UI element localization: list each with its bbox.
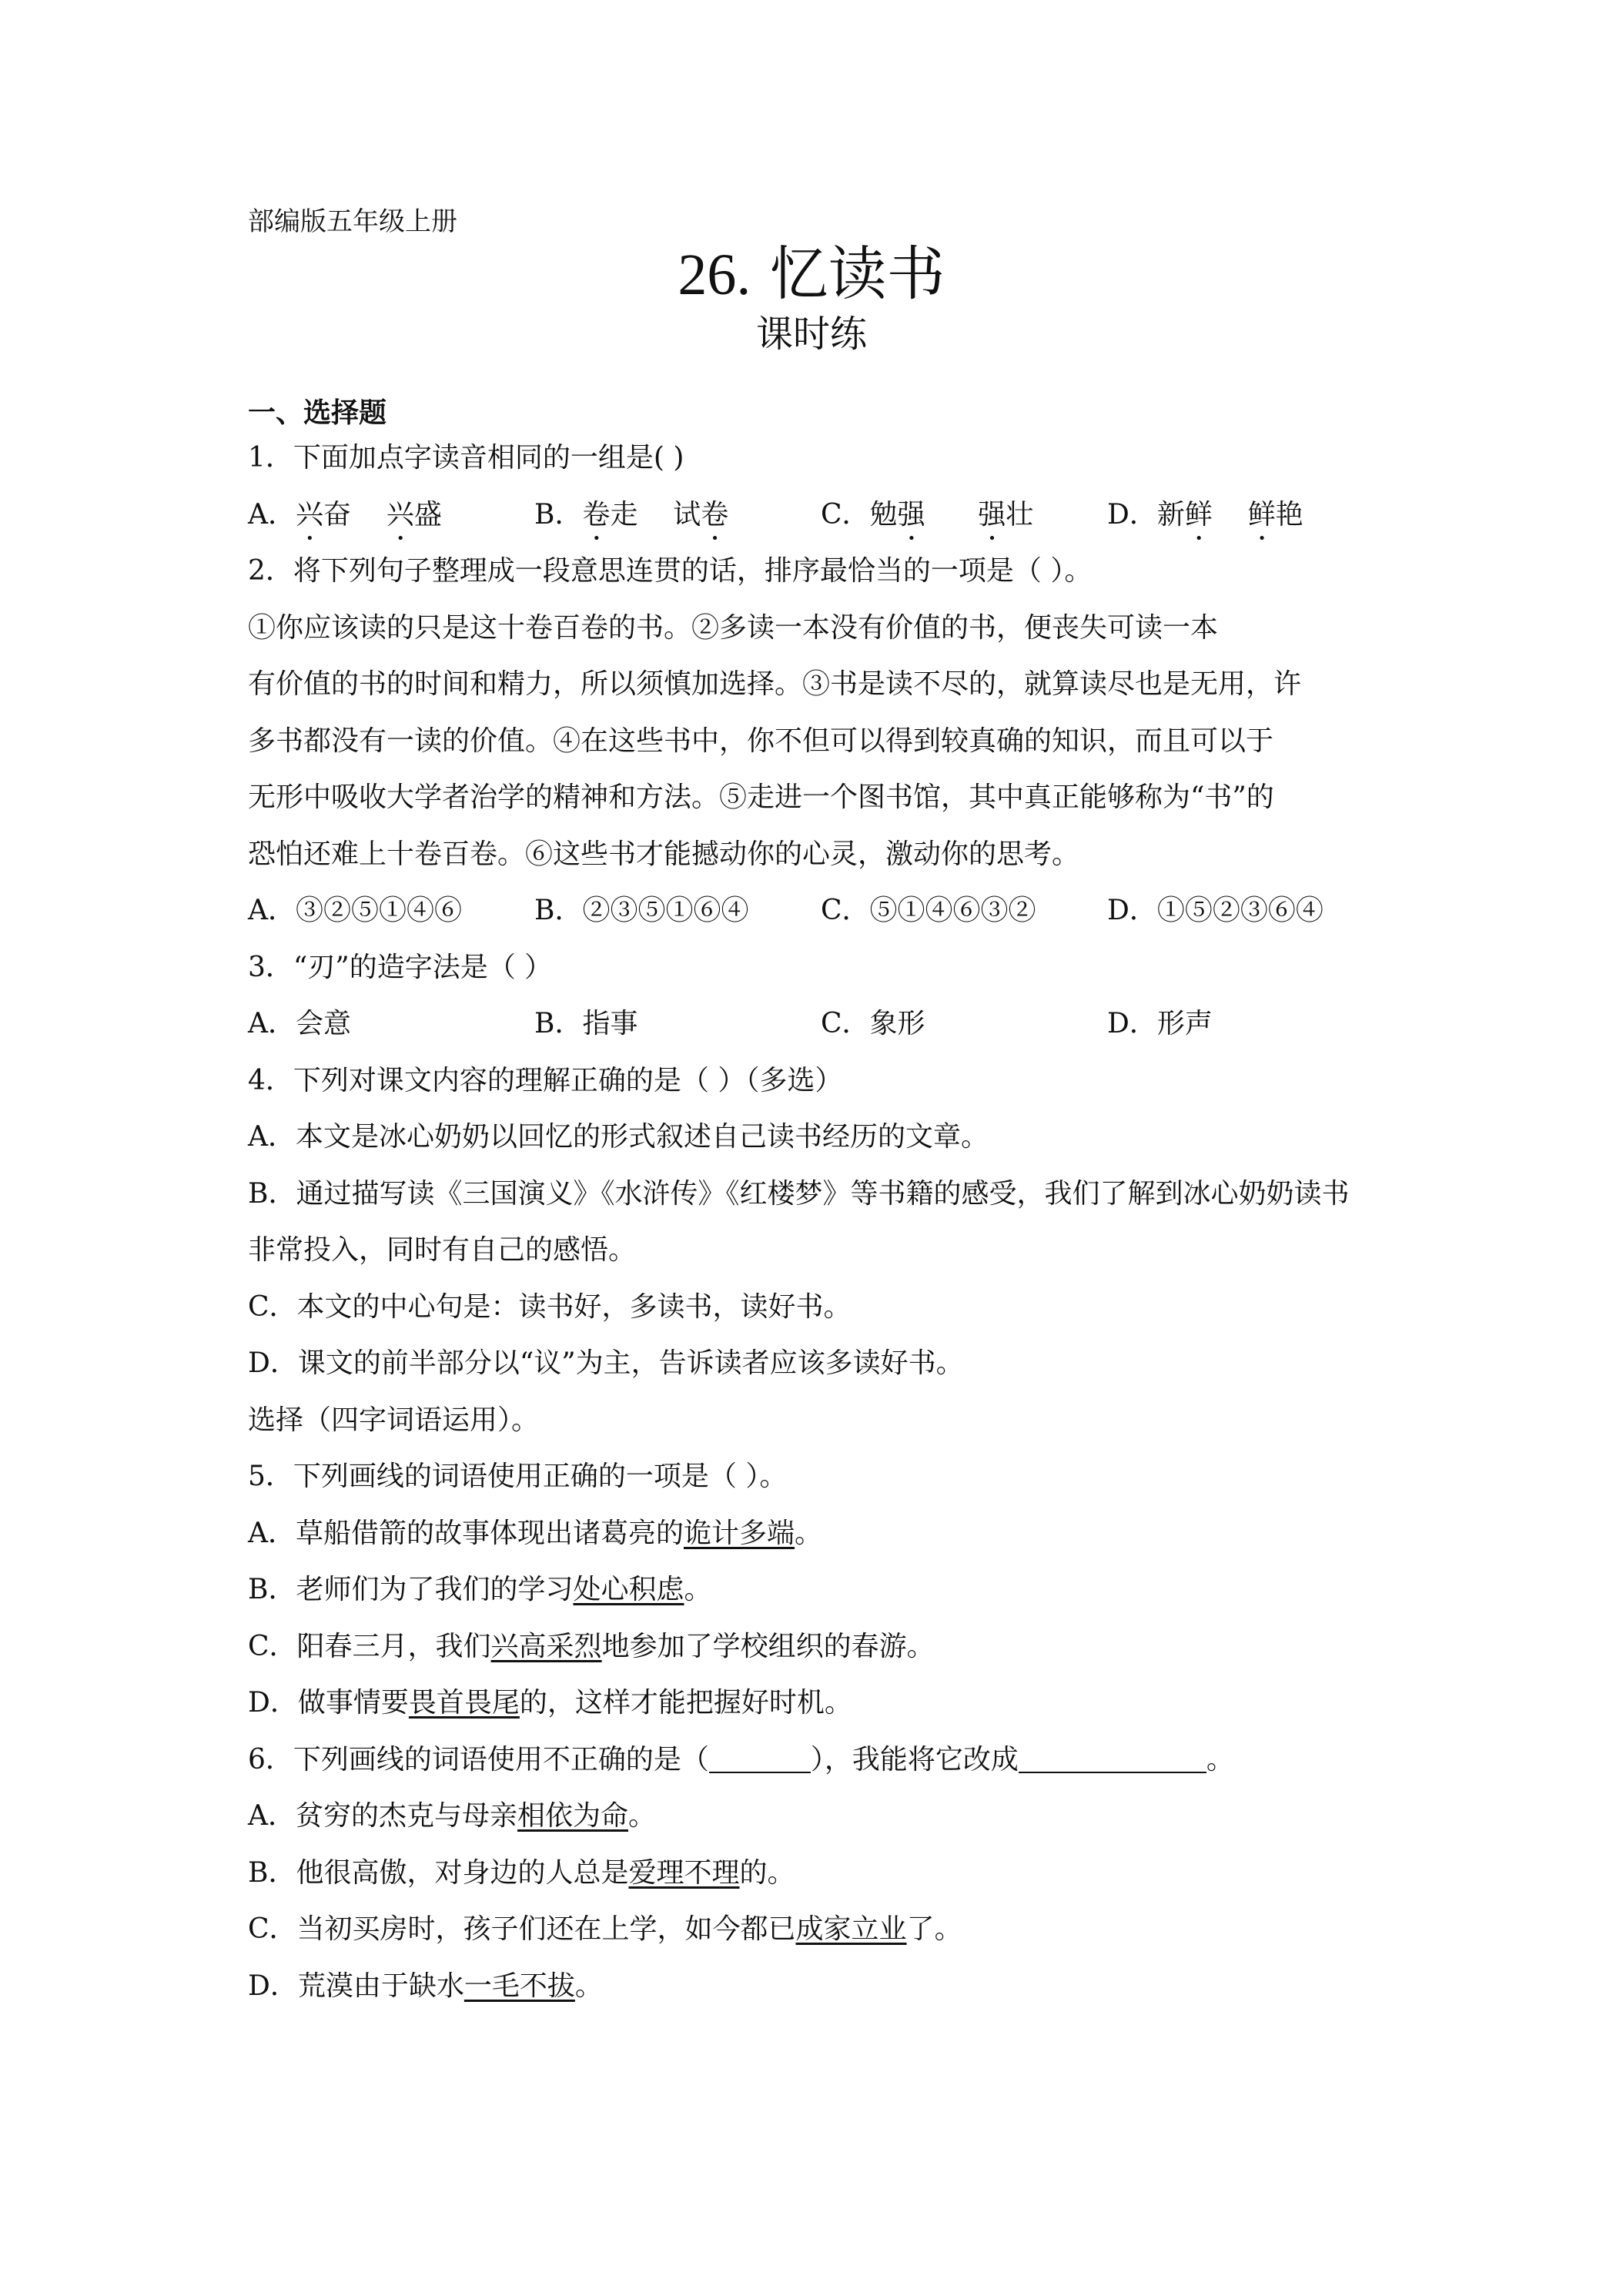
q4-option-b: B．通过描写读《三国演义》《水浒传》《红楼梦》等书籍的感受，我们了解到冰心奶奶读书 [248,1177,1350,1210]
subject-label: 部编版五年级上册 [248,206,457,237]
lesson-number: 26. [678,243,751,307]
underlined-idiom: 相依为命 [517,1800,629,1832]
q2-options [248,882,1403,939]
underlined-idiom: 一毛不拔 [463,1970,575,2002]
q3-option-c: C．象形 [821,1008,925,1039]
q2-stem: 2．将下列句子整理成一段意思连贯的话，排序最恰当的一项是（ ）。 [248,555,1093,587]
correction-blank[interactable] [1019,1741,1206,1773]
q6-option-b: B．他很高傲，对身边的人总是爱理不理的。 [248,1856,795,1889]
q4-option-a: A．本文是冰心奶奶以回忆的形式叙述自己读书经历的文章。 [248,1121,989,1153]
q3-option-a: A．会意 [248,1008,351,1039]
q1-option-b: B．卷走 试卷 [534,498,729,530]
section-heading-idioms: 选择（四字词语运用）。 [248,1404,540,1436]
q2-passage-line: 有价值的书的时间和精力，所以须慎加选择。③书是读不尽的，就算读尽也是无用，许 [248,668,1302,700]
answer-blank[interactable] [709,1741,811,1773]
q2-passage-line: 无形中吸收大学者治学的精神和方法。⑤走进一个图书馆，其中真正能够称为“书”的 [248,782,1274,813]
q2-passage-line: 多书都没有一读的价值。④在这些书中，你不但可以得到较真确的知识，而且可以于 [248,725,1274,757]
underlined-idiom: 畏首畏尾 [408,1687,520,1719]
lesson-name: 忆读书 [769,239,945,308]
underlined-idiom: 成家立业 [795,1913,907,1945]
q1-option-c: C．勉强 强壮 [821,498,1034,530]
q2-option-c: C．⑤①④⑥③② [821,895,1036,926]
q2-option-a: A．③②⑤①④⑥ [248,895,462,926]
q2-option-b: B．②③⑤①⑥④ [534,895,749,926]
question-list [248,396,1403,2014]
q6-option-c: C．当初买房时，孩子们还在上学，如今都已成家立业了。 [248,1913,962,1945]
q5-option-d: D．做事情要畏首畏尾的，这样才能把握好时机。 [248,1687,852,1719]
q2-passage-line: 恐怕还难上十卷百卷。⑥这些书才能撼动你的心灵，激动你的思考。 [248,838,1080,870]
section-heading: 一、选择题 [248,397,387,429]
q3-option-b: B．指事 [534,1008,638,1039]
q2-option-d: D．①⑤②③⑥④ [1107,895,1323,926]
q1-option-d: D．新鲜 鲜艳 [1107,498,1303,530]
lesson-subtitle: 课时练 [755,313,867,356]
q5-option-a: A．草船借箭的故事体现出诸葛亮的诡计多端。 [248,1517,823,1549]
underlined-idiom: 兴高采烈 [490,1630,602,1662]
q4-stem: 4．下列对课文内容的理解正确的是（ ）（多选） [248,1064,843,1096]
q5-option-c: C．阳春三月，我们兴高采烈地参加了学校组织的春游。 [248,1630,935,1662]
q3-options [248,996,1403,1053]
underlined-idiom: 诡计多端 [684,1517,795,1549]
q6-option-d: D．荒漠由于缺水一毛不拔。 [248,1970,603,2002]
q5-stem: 5．下列画线的词语使用正确的一项是（ ）。 [248,1461,788,1492]
q2-passage-line: ①你应该读的只是这十卷百卷的书。②多读一本没有价值的书，便丧失可读一本 [248,611,1219,644]
underlined-idiom: 爱理不理 [628,1856,740,1889]
q3-stem: 3．“刃”的造字法是（ ） [248,951,553,983]
q6-option-a: A．贫穷的杰克与母亲相依为命。 [248,1800,657,1832]
q1-stem: 1．下面加点字读音相同的一组是( ) [248,442,684,474]
q6-stem: 6．下列画线的词语使用不正确的是（ ），我能将它改成 。 [248,1732,1403,1789]
q1-option-a: A．兴奋 兴盛 [248,498,442,530]
q4-option-d: D．课文的前半部分以“议”为主，告诉读者应该多读好书。 [248,1347,964,1379]
q3-option-d: D．形声 [1107,1008,1213,1039]
q5-option-b: B．老师们为了我们的学习处心积虑。 [248,1574,712,1605]
q4-option-b-cont: 非常投入，同时有自己的感悟。 [248,1234,637,1266]
q4-option-c: C．本文的中心句是：读书好，多读书，读好书。 [248,1290,852,1323]
underlined-idiom: 处心积虑 [573,1574,684,1605]
lesson-title [0,237,1623,312]
q1-options [248,487,1403,544]
